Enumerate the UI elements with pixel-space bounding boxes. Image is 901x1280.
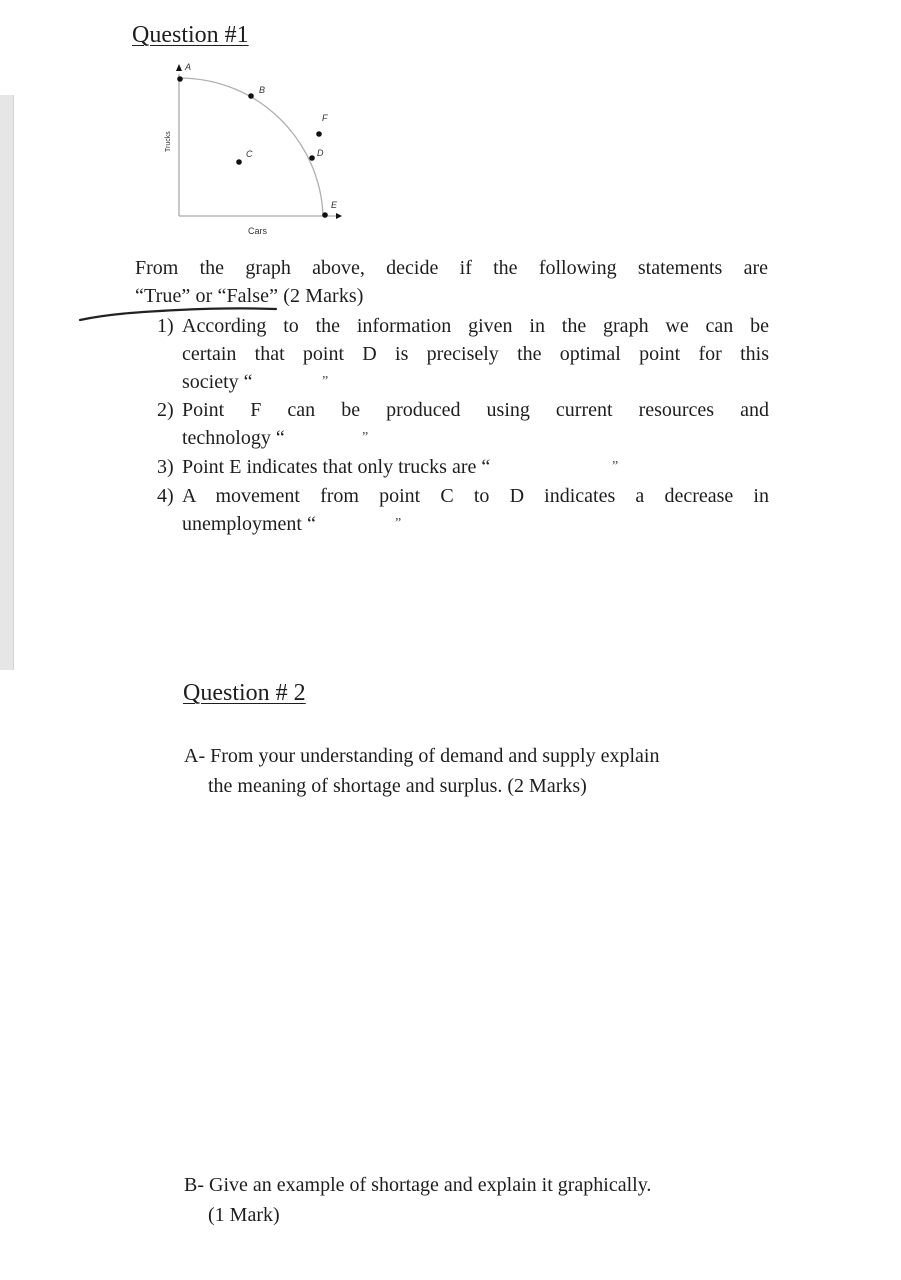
question-2-part-b [184, 1170, 651, 1230]
point-f-marker [316, 131, 322, 137]
page-left-edge-line [13, 95, 14, 670]
question-2-title: Question # 2 [183, 680, 306, 706]
point-c-label: C [246, 149, 253, 159]
statement-2-line-2: technology “ [182, 427, 285, 449]
statement-1 [157, 312, 769, 397]
question-1-title: Question #1 [132, 22, 249, 48]
y-axis-label: Trucks [165, 131, 172, 152]
statement-4 [157, 482, 769, 539]
instructions-line-1: From the graph above, decide if the following statements are [135, 257, 768, 279]
y-axis-arrow [176, 64, 182, 71]
statement-1-line-2: certain that point D is precisely the optimal point for this [182, 343, 769, 365]
point-e-label: E [331, 200, 338, 210]
page-left-edge [0, 95, 13, 670]
x-axis-label: Cars [248, 226, 268, 236]
part-a-line-1: A- From your understanding of demand and supply explain [184, 745, 660, 767]
point-a-label: A [185, 62, 192, 72]
point-b-label: B [259, 85, 266, 95]
part-a-line-2: the meaning of shortage and surplus. (2 Marks) [208, 775, 587, 797]
statement-2 [157, 396, 769, 453]
statement-1-number: 1) [157, 315, 174, 337]
statement-1-answer-quote: ” [322, 374, 329, 389]
point-b-marker [248, 93, 254, 99]
point-e-marker [322, 212, 328, 218]
part-b-line-2: (1 Mark) [208, 1204, 280, 1226]
statement-3-number: 3) [157, 456, 174, 478]
x-axis-arrow [336, 213, 342, 219]
statement-4-line-2: unemployment “ [182, 513, 316, 535]
statement-2-line-1: Point F can be produced using current resources and [182, 399, 769, 421]
statement-2-number: 2) [157, 399, 174, 421]
statement-3-line-1: Point E indicates that only trucks are “ [182, 456, 491, 478]
statement-4-number: 4) [157, 485, 174, 507]
statement-3-answer-quote: ” [612, 459, 619, 474]
statement-4-answer-quote: ” [395, 516, 402, 531]
point-a-marker [177, 76, 183, 82]
statement-1-line-3: society “ [182, 371, 253, 393]
point-d-marker [309, 155, 315, 161]
statement-3 [157, 453, 769, 483]
statement-4-line-1: A movement from point C to D indicates a decrease in [182, 485, 769, 507]
part-b-line-1: B- Give an example of shortage and explain it graphically. [184, 1174, 652, 1196]
question-2-part-a [184, 741, 659, 801]
statement-2-answer-quote: ” [362, 430, 369, 445]
point-d-label: D [317, 148, 324, 158]
point-c-marker [236, 159, 242, 165]
ppf-graph [150, 52, 360, 242]
instructions-line-2: “True” or “False” (2 Marks) [135, 285, 364, 307]
statement-1-line-1: According to the information given in the graph we can be [182, 315, 769, 337]
point-f-label: F [322, 113, 328, 123]
